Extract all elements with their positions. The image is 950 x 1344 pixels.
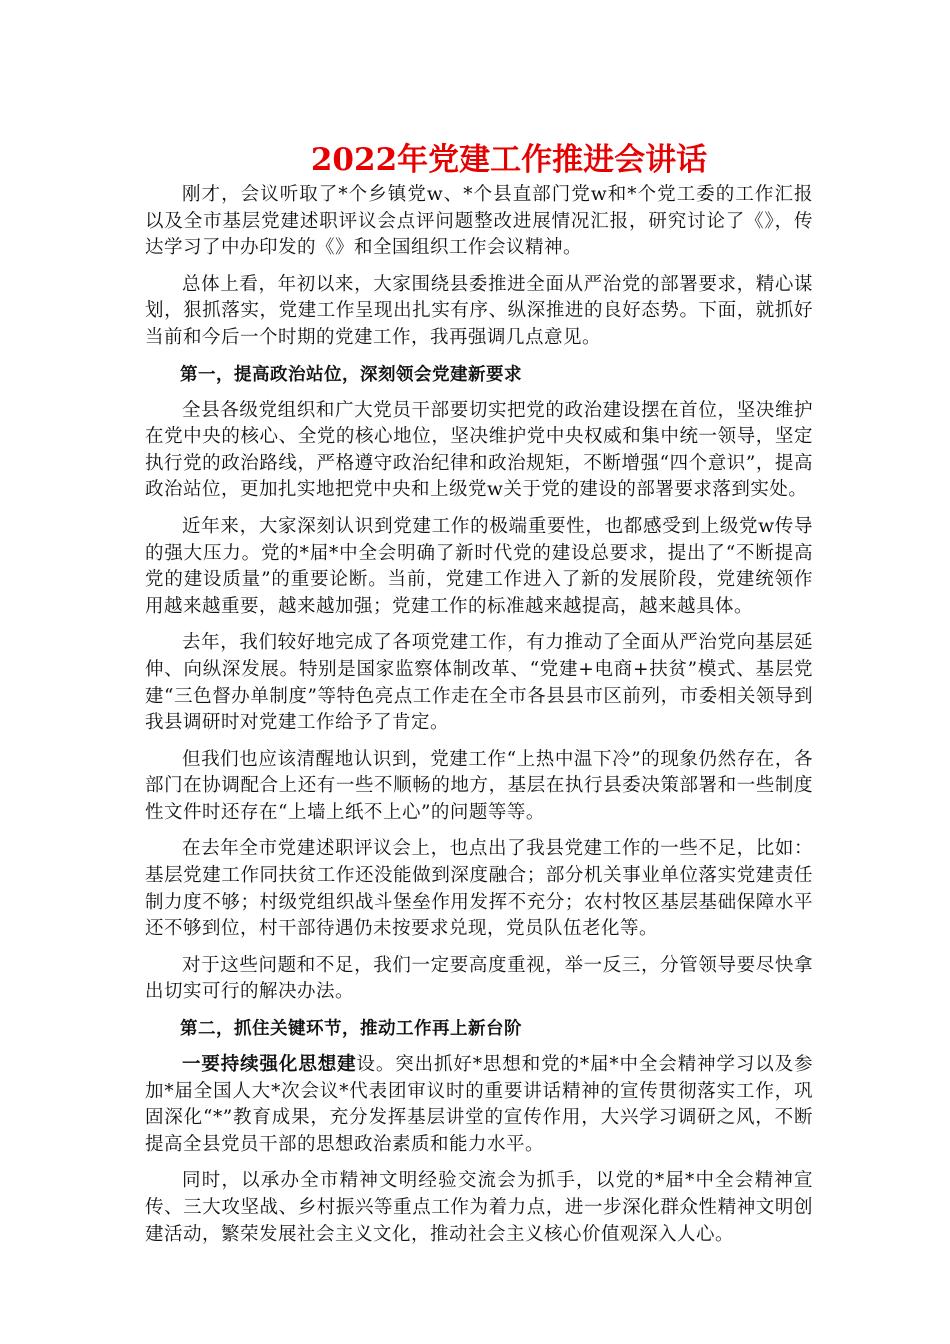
paragraph-lead-bold: 一要持续强化思想建 (182, 1054, 357, 1076)
paragraph-recent-years: 近年来，大家深刻认识到党建工作的极端重要性，也都感受到上级党w传导的强大压力。党的*届*中全会明确了新时代党的建设总要求，提出了“不断提高党的建设质量”的重要论断。当前，党建工作进入了新的发展阶段，党建统领作用越来越重要，越来越加强；党建工作的标准越来越提高，越来越具体。 (145, 515, 813, 617)
paragraph-opening: 刚才，会议听取了*个乡镇党w、*个县直部门党w和*个党工委的工作汇报以及全市基层党建述职评议会点评问题整改进展情况汇报，研究讨论了《》，传达学习了中办印发的《》和全国组织工作会议精神。 (145, 184, 813, 259)
document-title: 2022年党建工作推进会讲话 (310, 142, 708, 178)
paragraph-civilization: 同时，以承办全市精神文明经验交流会为抓手，以党的*届*中全会精神宣传、三大攻坚战、乡村振兴等重点工作为着力点，进一步深化群众性精神文明创建活动，繁荣发展社会主义文化，推动社会主义核心价值观深入人心。 (145, 1170, 813, 1245)
paragraph-problems: 但我们也应该清醒地认识到，党建工作“上热中温下冷”的现象仍然存在，各部门在协调配合上还有一些不顺畅的地方，基层在执行县委决策部署和一些制度性文件时还存在“上墙上纸不上心”的问题等等。 (145, 748, 813, 823)
paragraph-shortcomings: 在去年全市党建述职评议会上，也点出了我县党建工作的一些不足，比如：基层党建工作同扶贫工作还没能做到深度融合；部分机关事业单位落实党建责任制力度不够；村级党组织战斗堡垒作用发挥不充分；农村牧区基层基础保障水平还不够到位，村干部待遇仍未按要求兑现，党员队伍老化等。 (145, 838, 813, 940)
paragraph-lead-rest: 设。突出抓好*思想和党的*届*中全会精神学习以及参加*届全国人大*次会议*代表团审议时的重要讲话精神的宣传贯彻落实工作，巩固深化“*”教育成果，充分发挥基层讲堂的宣传作用，大兴学习调研之风，不断提高全县党员干部的思想政治素质和能力水平。 (145, 1054, 813, 1155)
paragraph-ideological-building (145, 1052, 813, 1158)
document-page (145, 138, 813, 1258)
section-heading-1: 第一，提高政治站位，深刻领会党建新要求 (180, 364, 522, 385)
section-heading-2: 第二，抓住关键环节，推动工作再上新台阶 (180, 1019, 522, 1040)
paragraph-overview: 总体上看，年初以来，大家围绕县委推进全面从严治党的部署要求，精心谋划，狠抓落实，党建工作呈现出扎实有序、纵深推进的良好态势。下面，就抓好当前和今后一个时期的党建工作，我再强调几点意见。 (145, 273, 813, 348)
paragraph-solutions: 对于这些问题和不足，我们一定要高度重视，举一反三，分管领导要尽快拿出切实可行的解决办法。 (145, 954, 813, 1003)
paragraph-political-standing: 全县各级党组织和广大党员干部要切实把党的政治建设摆在首位，坚决维护在党中央的核心、全党的核心地位，坚决维护党中央权威和集中统一领导，坚定执行党的政治路线，严格遵守政治纪律和政治规矩，不断增强“四个意识”，提高政治站位，更加扎实地把党中央和上级党w关于党的建设的部署要求落到实处。 (145, 399, 813, 501)
paragraph-last-year: 去年，我们较好地完成了各项党建工作，有力推动了全面从严治党向基层延伸、向纵深发展。特别是国家监察体制改革、“党建+电商+扶贫”模式、基层党建“三色督办单制度”等特色亮点工作走在全市各县县市区前列，市委相关领导到我县调研时对党建工作给予了肯定。 (145, 632, 813, 734)
